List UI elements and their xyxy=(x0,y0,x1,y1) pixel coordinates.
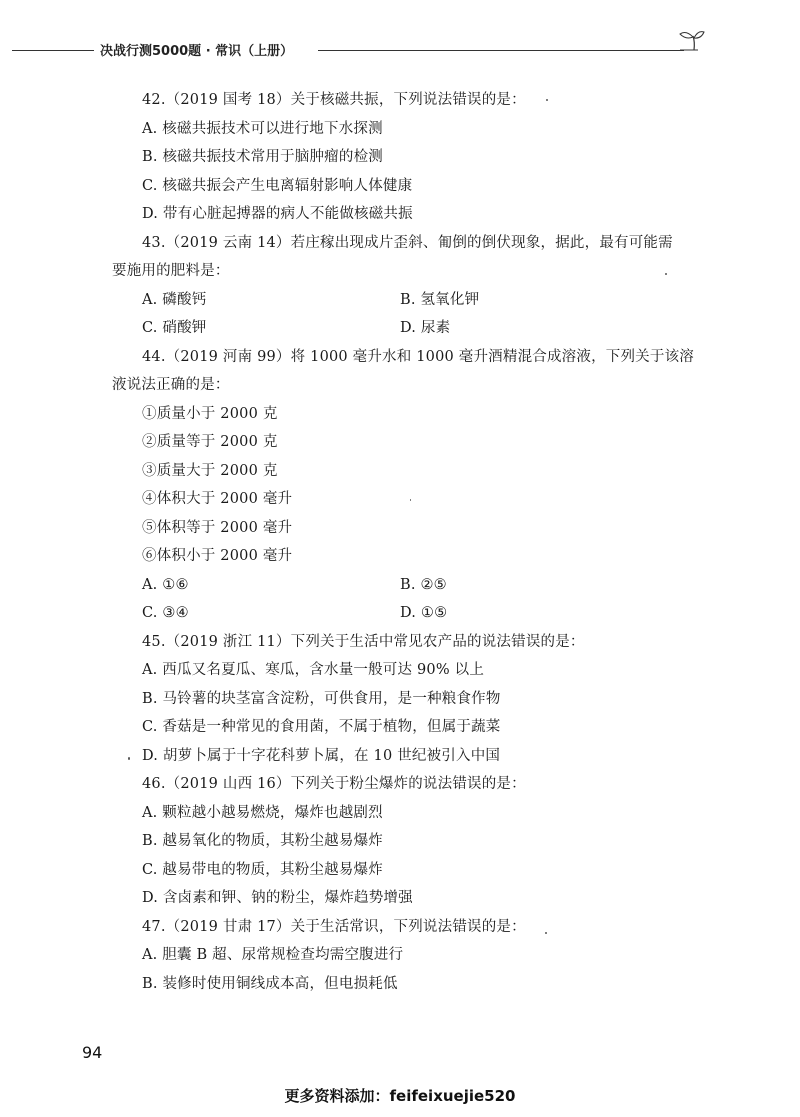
q45-option-d: D. 胡萝卜属于十字花科萝卜属，在 10 世纪被引入中国 xyxy=(142,748,501,764)
question-44-stem-cont: 液说法正确的是： xyxy=(112,377,230,393)
footer-contact: feifeixuejie520 xyxy=(389,1087,516,1105)
q44-option-c: C. ③④ xyxy=(142,605,189,621)
q47-option-b: B. 装修时使用铜线成本高，但电损耗低 xyxy=(142,976,398,992)
scan-speck xyxy=(546,99,548,101)
sprout-icon xyxy=(676,28,706,60)
q44-option-d: D. ①⑤ xyxy=(400,605,448,621)
q45-option-a: A. 西瓜又名夏瓜、寒瓜，含水量一般可达 90% 以上 xyxy=(142,662,485,678)
q42-option-a: A. 核磁共振技术可以进行地下水探测 xyxy=(142,121,383,137)
q46-option-d: D. 含卤素和钾、钠的粉尘，爆炸趋势增强 xyxy=(142,890,413,906)
footer-note xyxy=(0,1085,800,1106)
q42-option-b: B. 核磁共振技术常用于脑肿瘤的检测 xyxy=(142,149,383,165)
q46-option-c: C. 越易带电的物质，其粉尘越易爆炸 xyxy=(142,862,383,878)
question-45-stem: 45.（2019 浙江 11）下列关于生活中常见农产品的说法错误的是： xyxy=(142,634,585,650)
q43-option-b: B. 氢氧化钾 xyxy=(400,292,480,308)
book-title: 决战行测5000题 · 常识（上册） xyxy=(100,44,294,59)
q42-option-d: D. 带有心脏起搏器的病人不能做核磁共振 xyxy=(142,206,413,222)
q47-option-a: A. 胆囊 B 超、尿常规检查均需空腹进行 xyxy=(142,947,404,963)
q43-option-c: C. 硝酸钾 xyxy=(142,320,207,336)
header-rule-left xyxy=(12,50,94,51)
q44-statement-6: ⑥体积小于 2000 毫升 xyxy=(142,548,293,564)
scan-speck xyxy=(128,757,130,760)
question-42-stem: 42.（2019 国考 18）关于核磁共振，下列说法错误的是： xyxy=(142,92,526,108)
scan-speck xyxy=(410,499,411,501)
q46-option-a: A. 颗粒越小越易燃烧，爆炸也越剧烈 xyxy=(142,805,383,821)
header-rule-right xyxy=(318,50,684,51)
footer-label: 更多资料添加： xyxy=(284,1087,390,1105)
q44-option-b: B. ②⑤ xyxy=(400,577,447,593)
scan-speck xyxy=(665,273,667,275)
page-number: 94 xyxy=(82,1043,103,1062)
q42-option-c: C. 核磁共振会产生电离辐射影响人体健康 xyxy=(142,178,413,194)
q44-option-a: A. ①⑥ xyxy=(142,577,189,593)
q44-statement-4: ④体积大于 2000 毫升 xyxy=(142,491,293,507)
question-46-stem: 46.（2019 山西 16）下列关于粉尘爆炸的说法错误的是： xyxy=(142,776,526,792)
q44-statement-5: ⑤体积等于 2000 毫升 xyxy=(142,520,293,536)
scan-speck xyxy=(545,932,547,934)
q45-option-b: B. 马铃薯的块茎富含淀粉，可供食用，是一种粮食作物 xyxy=(142,691,501,707)
question-44-stem: 44.（2019 河南 99）将 1000 毫升水和 1000 毫升酒精混合成溶液，下列关于该溶 xyxy=(142,349,694,365)
q43-option-a: A. 磷酸钙 xyxy=(142,292,207,308)
q44-statement-1: ①质量小于 2000 克 xyxy=(142,406,278,422)
q44-statement-3: ③质量大于 2000 克 xyxy=(142,463,278,479)
q45-option-c: C. 香菇是一种常见的食用菌，不属于植物，但属于蔬菜 xyxy=(142,719,501,735)
q46-option-b: B. 越易氧化的物质，其粉尘越易爆炸 xyxy=(142,833,383,849)
page-header xyxy=(0,28,800,68)
question-43-stem: 43.（2019 云南 14）若庄稼出现成片歪斜、匍倒的倒伏现象，据此，最有可能需 xyxy=(142,235,673,251)
question-43-stem-cont: 要施用的肥料是： xyxy=(112,263,230,279)
q43-option-d: D. 尿素 xyxy=(400,320,451,336)
q44-statement-2: ②质量等于 2000 克 xyxy=(142,434,278,450)
question-47-stem: 47.（2019 甘肃 17）关于生活常识，下列说法错误的是： xyxy=(142,919,526,935)
